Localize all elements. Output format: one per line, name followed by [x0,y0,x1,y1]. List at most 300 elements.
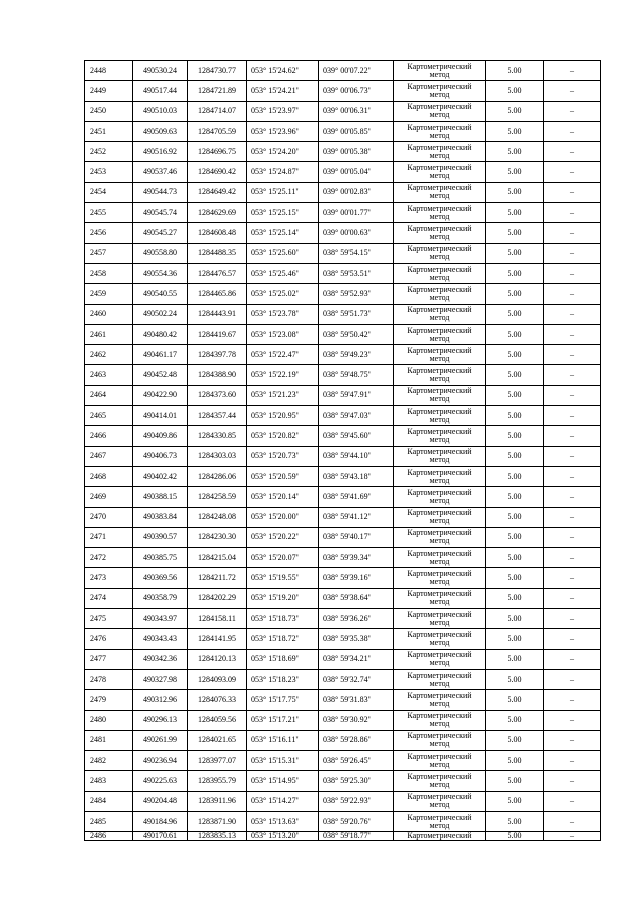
method-cell [394,263,486,283]
latitude-cell: 053° 15'20.73" [247,446,319,466]
table-row [85,446,601,466]
method-label: Картометрический [407,366,472,376]
x-coordinate-cell: 490225.63 [133,771,188,791]
latitude-cell: 053° 15'24.21" [247,81,319,101]
longitude-cell: 038° 59'50.42" [319,324,394,344]
point-number-cell: 2472 [85,548,133,568]
method-cell [394,730,486,750]
method-label: Картометрический [407,772,472,782]
latitude-cell: 053° 15'25.15" [247,203,319,223]
method-label-second-line: метод [429,252,450,262]
method-label-second-line: метод [429,292,450,302]
method-label-second-line: метод [429,313,450,323]
method-label-second-line: метод [429,658,450,668]
latitude-cell: 053° 15'18.69" [247,649,319,669]
latitude-cell: 053° 15'25.60" [247,243,319,263]
method-label: Картометрический [407,406,472,416]
x-coordinate-cell: 490452.48 [133,365,188,385]
method-label: Картометрический [407,163,472,173]
empty-value-cell: – [544,730,601,750]
table-row [85,203,601,223]
y-coordinate-cell: 1284330.85 [188,426,247,446]
table-row [85,81,601,101]
empty-value-cell: – [544,609,601,629]
table-row [85,101,601,121]
method-label-second-line: метод [429,475,450,485]
x-coordinate-cell: 490236.94 [133,751,188,771]
empty-value-cell: – [544,710,601,730]
table-row [85,426,601,446]
table-row [85,284,601,304]
x-coordinate-cell: 490516.92 [133,142,188,162]
method-label: Картометрический [407,690,472,700]
table-row [85,243,601,263]
y-coordinate-cell: 1283911.96 [188,791,247,811]
precision-cell: 5.00 [486,426,544,446]
precision-cell: 5.00 [486,304,544,324]
method-label-second-line: метод [429,536,450,546]
empty-value-cell: – [544,81,601,101]
x-coordinate-cell: 490342.36 [133,649,188,669]
table-row [85,324,601,344]
latitude-cell: 053° 15'20.82" [247,426,319,446]
y-coordinate-cell: 1284488.35 [188,243,247,263]
y-coordinate-cell: 1284303.03 [188,446,247,466]
point-number-cell: 2477 [85,649,133,669]
precision-cell: 5.00 [486,406,544,426]
method-label: Картометрический [407,224,472,234]
method-label: Картометрический [407,751,472,761]
longitude-cell: 038° 59'35.38" [319,629,394,649]
precision-cell: 5.00 [486,81,544,101]
latitude-cell: 053° 15'23.96" [247,121,319,141]
latitude-cell: 053° 15'25.02" [247,284,319,304]
method-label: Картометрический [407,487,472,497]
empty-value-cell: – [544,365,601,385]
x-coordinate-cell: 490530.24 [133,61,188,81]
table-row [85,223,601,243]
x-coordinate-cell: 490540.55 [133,284,188,304]
table-row [85,487,601,507]
method-cell [394,629,486,649]
method-label: Картометрический [407,122,472,132]
y-coordinate-cell: 1284059.56 [188,710,247,730]
latitude-cell: 053° 15'25.14" [247,223,319,243]
method-cell [394,385,486,405]
empty-value-cell: – [544,507,601,527]
precision-cell: 5.00 [486,203,544,223]
empty-value-cell: – [544,568,601,588]
empty-value-cell: – [544,466,601,486]
method-cell [394,609,486,629]
point-number-cell: 2471 [85,527,133,547]
table-row [85,142,601,162]
y-coordinate-cell: 1284649.42 [188,182,247,202]
latitude-cell: 053° 15'20.07" [247,548,319,568]
method-cell [394,751,486,771]
method-label-second-line: метод [429,455,450,465]
method-label-second-line: метод [429,719,450,729]
point-number-cell: 2484 [85,791,133,811]
y-coordinate-cell: 1283977.07 [188,751,247,771]
y-coordinate-cell: 1284730.77 [188,61,247,81]
latitude-cell: 053° 15'14.95" [247,771,319,791]
table-row [85,771,601,791]
method-cell [394,142,486,162]
y-coordinate-cell: 1284373.60 [188,385,247,405]
longitude-cell: 038° 59'40.17" [319,527,394,547]
method-label-second-line: метод [429,597,450,607]
x-coordinate-cell: 490390.57 [133,527,188,547]
precision-cell: 5.00 [486,162,544,182]
method-label-second-line: метод [429,89,450,99]
point-number-cell: 2450 [85,101,133,121]
point-number-cell: 2478 [85,669,133,689]
empty-value-cell: – [544,487,601,507]
method-cell [394,466,486,486]
longitude-cell: 038° 59'26.45" [319,751,394,771]
precision-cell: 5.00 [486,629,544,649]
empty-value-cell: – [544,304,601,324]
method-cell [394,101,486,121]
method-cell [394,507,486,527]
point-number-cell: 2453 [85,162,133,182]
method-label: Картометрический [407,508,472,518]
longitude-cell: 039° 00'07.22" [319,61,394,81]
point-number-cell: 2462 [85,345,133,365]
method-label-second-line: метод [429,130,450,140]
empty-value-cell: – [544,446,601,466]
point-number-cell: 2464 [85,385,133,405]
method-label: Картометрический [407,467,472,477]
table-row [85,345,601,365]
empty-value-cell: – [544,751,601,771]
table-row [85,832,601,841]
method-cell [394,203,486,223]
x-coordinate-cell: 490509.63 [133,121,188,141]
method-cell [394,588,486,608]
table-row [85,263,601,283]
point-number-cell: 2479 [85,690,133,710]
point-number-cell: 2460 [85,304,133,324]
empty-value-cell: – [544,243,601,263]
x-coordinate-cell: 490261.99 [133,730,188,750]
latitude-cell: 053° 15'18.72" [247,629,319,649]
x-coordinate-cell: 490385.75 [133,548,188,568]
method-cell [394,81,486,101]
method-cell [394,690,486,710]
x-coordinate-cell: 490545.74 [133,203,188,223]
longitude-cell: 038° 59'47.03" [319,406,394,426]
method-label: Картометрический [407,548,472,558]
longitude-cell: 038° 59'51.73" [319,304,394,324]
empty-value-cell: – [544,771,601,791]
coordinates-table [84,60,601,841]
method-label-second-line: метод [429,637,450,647]
method-cell [394,487,486,507]
longitude-cell: 038° 59'44.10" [319,446,394,466]
longitude-cell: 038° 59'34.21" [319,649,394,669]
longitude-cell: 038° 59'32.74" [319,669,394,689]
table-row [85,548,601,568]
longitude-cell: 039° 00'06.73" [319,81,394,101]
y-coordinate-cell: 1283835.13 [188,832,247,841]
x-coordinate-cell: 490510.03 [133,101,188,121]
point-number-cell: 2459 [85,284,133,304]
point-number-cell: 2456 [85,223,133,243]
longitude-cell: 038° 59'36.26" [319,609,394,629]
point-number-cell: 2465 [85,406,133,426]
method-label-second-line: метод [429,69,450,79]
latitude-cell: 053° 15'23.78" [247,304,319,324]
latitude-cell: 053° 15'22.19" [247,365,319,385]
table-row [85,710,601,730]
empty-value-cell: – [544,385,601,405]
coordinates-table-page [84,60,600,841]
precision-cell: 5.00 [486,751,544,771]
x-coordinate-cell: 490554.36 [133,263,188,283]
method-label-second-line: метод [429,434,450,444]
longitude-cell: 038° 59'31.83" [319,690,394,710]
y-coordinate-cell: 1284419.67 [188,324,247,344]
precision-cell: 5.00 [486,466,544,486]
point-number-cell: 2455 [85,203,133,223]
y-coordinate-cell: 1284443.91 [188,304,247,324]
table-row [85,669,601,689]
method-label: Картометрический [407,447,472,457]
y-coordinate-cell: 1284388.90 [188,365,247,385]
point-number-cell: 2481 [85,730,133,750]
x-coordinate-cell: 490558.80 [133,243,188,263]
method-cell [394,426,486,446]
point-number-cell: 2476 [85,629,133,649]
table-row [85,751,601,771]
latitude-cell: 053° 15'14.27" [247,791,319,811]
method-cell [394,446,486,466]
method-cell [394,121,486,141]
method-label-second-line: метод [429,171,450,181]
precision-cell: 5.00 [486,832,544,841]
method-label: Картометрический [407,650,472,660]
precision-cell: 5.00 [486,669,544,689]
empty-value-cell: – [544,61,601,81]
empty-value-cell: – [544,345,601,365]
method-label: Картометрический [407,244,472,254]
method-cell [394,527,486,547]
method-label: Картометрический [407,61,472,71]
y-coordinate-cell: 1284397.78 [188,345,247,365]
x-coordinate-cell: 490312.96 [133,690,188,710]
method-label-second-line: метод [429,414,450,424]
precision-cell: 5.00 [486,365,544,385]
method-label: Картометрический [407,305,472,315]
latitude-cell: 053° 15'23.08" [247,324,319,344]
table-row [85,466,601,486]
precision-cell: 5.00 [486,142,544,162]
method-label: Картометрический [407,629,472,639]
y-coordinate-cell: 1284705.59 [188,121,247,141]
empty-value-cell: – [544,284,601,304]
longitude-cell: 038° 59'48.75" [319,365,394,385]
method-label: Картометрический [407,142,472,152]
method-label: Картометрический [407,569,472,579]
latitude-cell: 053° 15'20.14" [247,487,319,507]
empty-value-cell: – [544,182,601,202]
longitude-cell: 038° 59'30.92" [319,710,394,730]
method-cell [394,324,486,344]
precision-cell: 5.00 [486,527,544,547]
y-coordinate-cell: 1284076.33 [188,690,247,710]
empty-value-cell: – [544,223,601,243]
x-coordinate-cell: 490480.42 [133,324,188,344]
table-row [85,365,601,385]
method-label: Картометрический [407,426,472,436]
y-coordinate-cell: 1284629.69 [188,203,247,223]
y-coordinate-cell: 1284286.06 [188,466,247,486]
x-coordinate-cell: 490204.48 [133,791,188,811]
latitude-cell: 053° 15'17.21" [247,710,319,730]
x-coordinate-cell: 490369.56 [133,568,188,588]
table-row [85,507,601,527]
point-number-cell: 2470 [85,507,133,527]
point-number-cell: 2486 [85,832,133,841]
method-cell [394,710,486,730]
y-coordinate-cell: 1284202.29 [188,588,247,608]
table-body [85,61,601,841]
longitude-cell: 038° 59'18.77" [319,832,394,841]
method-label-second-line: метод [429,516,450,526]
method-label-second-line: метод [429,394,450,404]
method-cell [394,568,486,588]
method-cell [394,162,486,182]
method-cell [394,406,486,426]
x-coordinate-cell: 490409.86 [133,426,188,446]
precision-cell: 5.00 [486,284,544,304]
method-label-second-line: метод [429,232,450,242]
x-coordinate-cell: 490170.61 [133,832,188,841]
y-coordinate-cell: 1284476.57 [188,263,247,283]
point-number-cell: 2483 [85,771,133,791]
latitude-cell: 053° 15'20.95" [247,406,319,426]
latitude-cell: 053° 15'24.20" [247,142,319,162]
empty-value-cell: – [544,811,601,831]
method-label: Картометрический [407,386,472,396]
latitude-cell: 053° 15'20.22" [247,527,319,547]
x-coordinate-cell: 490545.27 [133,223,188,243]
table-row [85,811,601,831]
y-coordinate-cell: 1284211.72 [188,568,247,588]
point-number-cell: 2469 [85,487,133,507]
longitude-cell: 038° 59'20.76" [319,811,394,831]
x-coordinate-cell: 490414.01 [133,406,188,426]
latitude-cell: 053° 15'24.62" [247,61,319,81]
method-label: Картометрический [407,831,472,841]
precision-cell: 5.00 [486,182,544,202]
x-coordinate-cell: 490358.79 [133,588,188,608]
method-label: Картометрический [407,792,472,802]
method-label: Картометрический [407,345,472,355]
precision-cell: 5.00 [486,507,544,527]
method-label: Картометрический [407,284,472,294]
method-label-second-line: метод [429,333,450,343]
precision-cell: 5.00 [486,690,544,710]
precision-cell: 5.00 [486,345,544,365]
point-number-cell: 2461 [85,324,133,344]
x-coordinate-cell: 490343.97 [133,609,188,629]
method-label: Картометрический [407,264,472,274]
table-row [85,609,601,629]
x-coordinate-cell: 490544.73 [133,182,188,202]
table-row [85,121,601,141]
method-cell [394,284,486,304]
method-label: Картометрический [407,609,472,619]
y-coordinate-cell: 1284215.04 [188,548,247,568]
empty-value-cell: – [544,527,601,547]
longitude-cell: 039° 00'02.83" [319,182,394,202]
precision-cell: 5.00 [486,324,544,344]
empty-value-cell: – [544,548,601,568]
longitude-cell: 038° 59'45.60" [319,426,394,446]
latitude-cell: 053° 15'25.11" [247,182,319,202]
empty-value-cell: – [544,669,601,689]
method-cell [394,345,486,365]
point-number-cell: 2485 [85,811,133,831]
precision-cell: 5.00 [486,771,544,791]
empty-value-cell: – [544,324,601,344]
precision-cell: 5.00 [486,649,544,669]
x-coordinate-cell: 490296.13 [133,710,188,730]
method-label: Картометрический [407,102,472,112]
longitude-cell: 039° 00'00.63" [319,223,394,243]
point-number-cell: 2467 [85,446,133,466]
y-coordinate-cell: 1284714.07 [188,101,247,121]
table-row [85,406,601,426]
latitude-cell: 053° 15'13.20" [247,832,319,841]
method-label: Картометрический [407,183,472,193]
method-label-second-line: метод [429,211,450,221]
method-label: Картометрический [407,711,472,721]
longitude-cell: 038° 59'38.64" [319,588,394,608]
latitude-cell: 053° 15'13.63" [247,811,319,831]
table-row [85,730,601,750]
x-coordinate-cell: 490461.17 [133,345,188,365]
latitude-cell: 053° 15'16.11" [247,730,319,750]
latitude-cell: 053° 15'18.23" [247,669,319,689]
table-row [85,61,601,81]
method-label: Картометрический [407,325,472,335]
x-coordinate-cell: 490184.96 [133,811,188,831]
y-coordinate-cell: 1283871.90 [188,811,247,831]
empty-value-cell: – [544,588,601,608]
method-label: Картометрический [407,812,472,822]
precision-cell: 5.00 [486,791,544,811]
x-coordinate-cell: 490383.84 [133,507,188,527]
method-label: Картометрический [407,81,472,91]
y-coordinate-cell: 1284021.65 [188,730,247,750]
latitude-cell: 053° 15'24.87" [247,162,319,182]
y-coordinate-cell: 1284120.13 [188,649,247,669]
precision-cell: 5.00 [486,588,544,608]
table-row [85,629,601,649]
method-label-second-line: метод [429,150,450,160]
point-number-cell: 2454 [85,182,133,202]
empty-value-cell: – [544,832,601,841]
longitude-cell: 038° 59'41.12" [319,507,394,527]
empty-value-cell: – [544,791,601,811]
point-number-cell: 2452 [85,142,133,162]
table-row [85,690,601,710]
longitude-cell: 038° 59'22.93" [319,791,394,811]
